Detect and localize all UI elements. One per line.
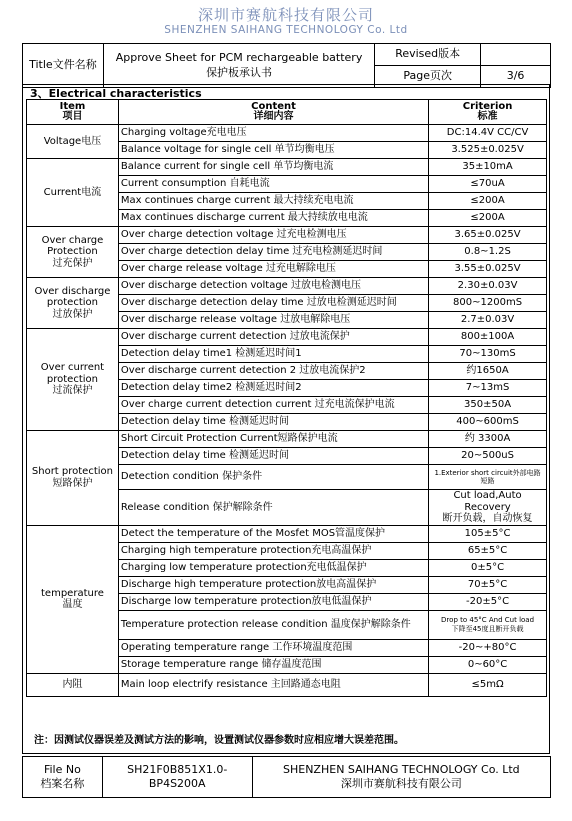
criterion-cell: 800±100A <box>429 329 547 346</box>
content-cell: Over charge detection delay time 过充电检测延迟时间 <box>118 244 428 261</box>
table-header-row <box>27 100 547 125</box>
content-cell: Current consumption 自耗电流 <box>118 176 428 193</box>
item-label-line: 过放保护 <box>52 308 93 320</box>
item-label-line: Over charge <box>41 234 104 246</box>
title-label: Title文件名称 <box>23 44 104 88</box>
company-name-cn: 深圳市赛航科技有限公司 <box>197 6 374 24</box>
content-header-cn: 详细内容 <box>253 111 294 122</box>
criterion-cell: 2.30±0.03V <box>429 278 547 295</box>
criterion-cell: 400~600mS <box>429 414 547 431</box>
content-cell: Discharge low temperature protection放电低温保护 <box>118 593 428 610</box>
content-cell: Detection delay time1 检测延迟时间1 <box>118 346 428 363</box>
criterion-cell: 3.65±0.025V <box>429 227 547 244</box>
test-note: 注：因测试仪器误差及测试方法的影响，设置测试仪器参数时应相应增大误差范围。 <box>34 735 404 746</box>
criterion-cell: 350±50A <box>429 397 547 414</box>
page-value: 3/6 <box>481 66 551 88</box>
footer-company <box>252 757 550 798</box>
criterion-cell: 2.7±0.03V <box>429 312 547 329</box>
item-header-en: Item <box>59 100 86 112</box>
criterion-cell: 3.525±0.025V <box>429 142 547 159</box>
content-cell: Detection condition 保护条件 <box>118 465 428 490</box>
content-cell: Short Circuit Protection Current短路保护电流 <box>118 431 428 448</box>
item-label-line: Over current <box>40 362 105 374</box>
content-cell: Over discharge detection delay time 过放电检测延迟时间 <box>118 295 428 312</box>
criterion-cell: 20~500uS <box>429 448 547 465</box>
criterion-cell: 105±5°C <box>429 525 547 542</box>
file-label-cn: 档案名称 <box>40 777 85 790</box>
criterion-cell: ≤200A <box>429 210 547 227</box>
content-header-en: Content <box>251 100 296 112</box>
revised-label: Revised版本 <box>375 44 481 66</box>
item-label-line: Voltage电压 <box>43 135 102 147</box>
content-cell: Over discharge detection voltage 过放电检测电压 <box>118 278 428 295</box>
company-name-en: SHENZHEN SAIHANG TECHNOLOGY Co. Ltd <box>164 24 408 36</box>
table-row <box>27 125 547 142</box>
item-cell <box>27 431 119 526</box>
table-row <box>27 673 547 696</box>
criterion-cell: 800~1200mS <box>429 295 547 312</box>
electrical-characteristics-table <box>26 99 547 697</box>
criterion-cell: 约 3300A <box>429 431 547 448</box>
content-cell: Main loop electrify resistance 主回路通态电阻 <box>118 673 428 696</box>
criterion-cell: 1.Exterior short circuit外部电路短路 <box>429 465 547 490</box>
criterion-cell: 70±5°C <box>429 576 547 593</box>
item-header-cn: 项目 <box>62 111 83 122</box>
document-title-en: Approve Sheet for PCM rechargeable battery <box>115 51 363 65</box>
content-cell: Max continues discharge current 最大持续放电电流 <box>118 210 428 227</box>
item-label-line: 过流保护 <box>52 385 93 397</box>
criterion-cell: 0±5°C <box>429 559 547 576</box>
file-number-line-1: SH21F0B851X1.0- <box>127 762 228 776</box>
page-label: Page页次 <box>375 66 481 88</box>
criterion-cell: 7~13mS <box>429 380 547 397</box>
criterion-cell: -20~+80°C <box>429 639 547 656</box>
item-label-line: Current电流 <box>43 186 102 198</box>
content-cell: Over discharge current detection 过放电流保护 <box>118 329 428 346</box>
criterion-header <box>429 100 547 125</box>
content-cell: Release condition 保护解除条件 <box>118 490 428 526</box>
document-title-cn: 保护板承认书 <box>206 65 273 79</box>
criterion-cell: 35±10mA <box>429 159 547 176</box>
criterion-header-en: Criterion <box>462 100 513 112</box>
content-cell: Detection delay time2 检测延迟时间2 <box>118 380 428 397</box>
item-label-line: Short protection <box>31 466 113 478</box>
file-number <box>102 757 252 798</box>
item-cell <box>27 278 119 329</box>
content-cell: Balance current for single cell 单节均衡电流 <box>118 159 428 176</box>
footer-table <box>22 756 551 798</box>
item-label-line: 温度 <box>62 599 83 610</box>
content-cell: Charging voltage充电电压 <box>118 125 428 142</box>
content-cell: Max continues charge current 最大持续充电电流 <box>118 193 428 210</box>
content-cell: Discharge high temperature protection放电高温保护 <box>118 576 428 593</box>
table-row <box>27 525 547 542</box>
file-label <box>23 757 103 798</box>
content-cell: Storage temperature range 储存温度范围 <box>118 656 428 673</box>
item-label-line: Over discharge <box>34 285 111 297</box>
criterion-cell: 约1650A <box>429 363 547 380</box>
item-label-line: 短路保护 <box>52 477 93 489</box>
footer-company-en: SHENZHEN SAIHANG TECHNOLOGY Co. Ltd <box>283 762 520 776</box>
content-cell: Over charge current detection current 过充电流保护电流 <box>118 397 428 414</box>
content-cell: Detect the temperature of the Mosfet MOS管温度保护 <box>118 525 428 542</box>
item-cell <box>27 227 119 278</box>
criterion-cell: 0~60°C <box>429 656 547 673</box>
item-cell <box>27 525 119 673</box>
item-label-line: protection <box>46 297 98 309</box>
content-cell: Detection delay time 检测延迟时间 <box>118 448 428 465</box>
content-cell: Balance voltage for single cell 单节均衡电压 <box>118 142 428 159</box>
content-header <box>118 100 428 125</box>
criterion-cell: ≤5mΩ <box>429 673 547 696</box>
content-cell: Temperature protection release condition 温度保护解除条件 <box>118 610 428 639</box>
table-row <box>27 431 547 448</box>
document-title <box>103 44 374 88</box>
criterion-cell: ≤70uA <box>429 176 547 193</box>
content-cell: Operating temperature range 工作环境温度范围 <box>118 639 428 656</box>
table-row <box>27 278 547 295</box>
criterion-cell: Drop to 45°C And Cut load 下降至45度且断开负载 <box>429 610 547 639</box>
item-header <box>27 100 119 125</box>
content-cell: Charging low temperature protection充电低温保护 <box>118 559 428 576</box>
header-table <box>22 43 551 88</box>
criterion-cell: 0.8~1.2S <box>429 244 547 261</box>
item-cell <box>27 673 119 696</box>
criterion-cell: 3.55±0.025V <box>429 261 547 278</box>
file-label-en: File No <box>43 762 81 776</box>
item-label-line: temperature <box>41 587 104 599</box>
table-row <box>27 329 547 346</box>
content-cell: Over discharge current detection 2 过放电流保护2 <box>118 363 428 380</box>
item-cell <box>27 125 119 159</box>
table-row <box>27 159 547 176</box>
criterion-cell: ≤200A <box>429 193 547 210</box>
content-cell: Charging high temperature protection充电高温保护 <box>118 542 428 559</box>
criterion-cell: DC:14.4V CC/CV <box>429 125 547 142</box>
item-label-line: Protection <box>47 246 98 258</box>
table-row <box>27 227 547 244</box>
item-label-line: protection <box>46 373 98 385</box>
item-cell <box>27 329 119 431</box>
criterion-cell: 65±5°C <box>429 542 547 559</box>
content-cell: Over charge release voltage 过充电解除电压 <box>118 261 428 278</box>
footer-company-cn: 深圳市赛航科技有限公司 <box>340 777 462 790</box>
section-title: 3、Electrical characteristics <box>30 87 202 100</box>
item-label-line: 过充保护 <box>52 257 93 269</box>
item-label-line: 内阻 <box>62 678 83 690</box>
criterion-cell: 70~130mS <box>429 346 547 363</box>
criterion-cell: -20±5°C <box>429 593 547 610</box>
item-cell <box>27 159 119 227</box>
revised-value <box>481 44 551 66</box>
content-cell: Over charge detection voltage 过充电检测电压 <box>118 227 428 244</box>
criterion-header-cn: 标准 <box>477 111 498 122</box>
content-cell: Detection delay time 检测延迟时间 <box>118 414 428 431</box>
file-number-line-2: BP4S200A <box>148 777 206 790</box>
criterion-cell: Cut load,Auto Recovery 断开负载，自动恢复 <box>429 490 547 526</box>
content-cell: Over discharge release voltage 过放电解除电压 <box>118 312 428 329</box>
